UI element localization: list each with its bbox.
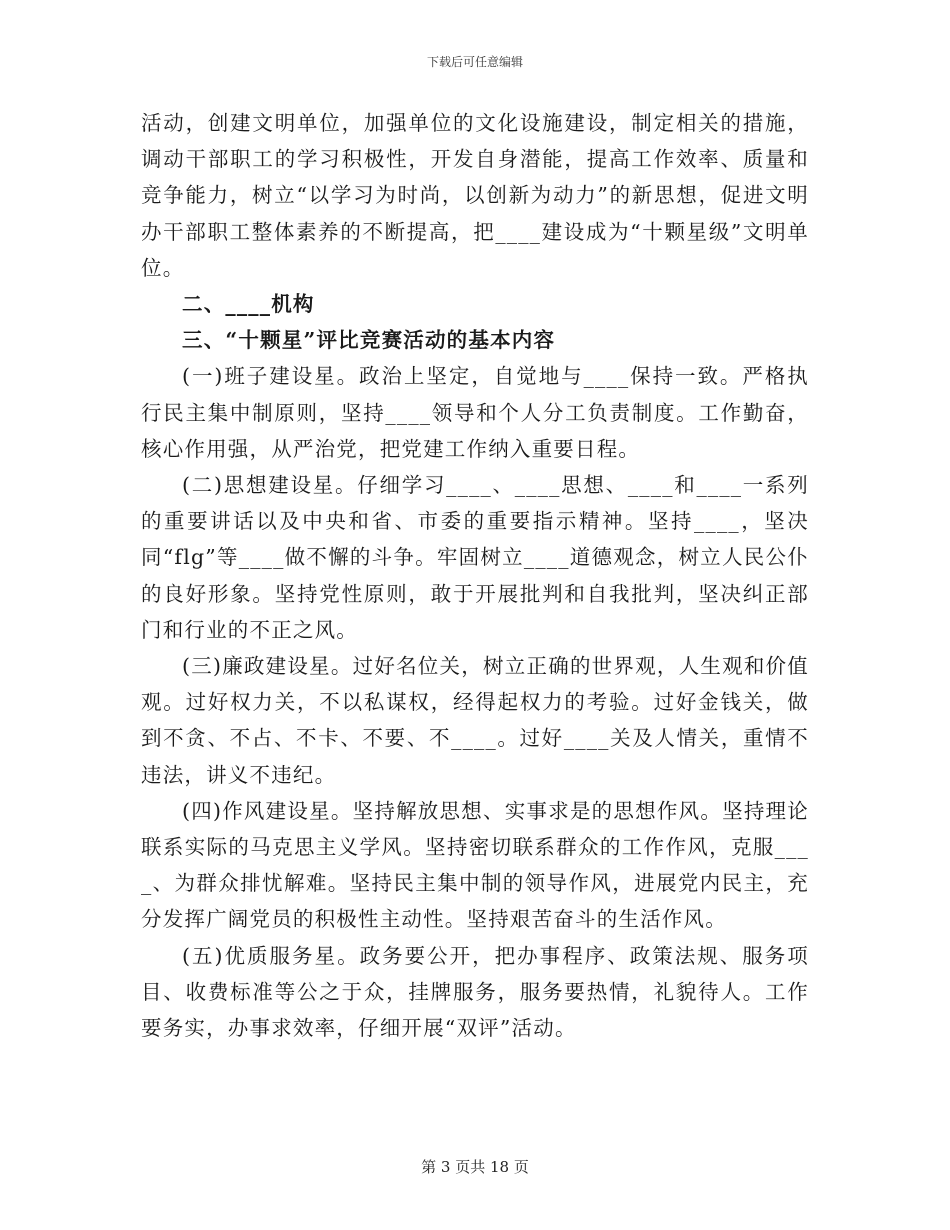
paragraph-continuation: 活动，创建文明单位，加强单位的文化设施建设，制定相关的措施，调动干部职工的学习积极性，开发自身潜能，提高工作效率、质量和竞争能力，树立“以学习为时尚，以创新为动力”的新思想，促进文明办干部职工整体素养的不断提高，把____建设成为“十颗星级”文明单位。 (141, 111, 809, 280)
section-heading-2: 二、____机构 (182, 292, 315, 317)
paragraph-style-building: (四)作风建设星。坚持解放思想、实事求是的思想作风。坚持理论联系实际的马克思主义学风。坚持密切联系群众的工作作风，克服____、为群众排忧解难。坚持民主集中制的领导作风，进展党内民主，充分发挥广阔党员的积极性主动性。坚持艰苦奋斗的生活作风。 (141, 798, 809, 932)
paragraph-ideology-building: (二)思想建设星。仔细学习____、____思想、____和____一系列的重要讲话以及中央和省、市委的重要指示精神。坚持____，坚决同“flg”等____做不懈的斗争。牢固树立____道德观念，树立人民公仆的良好形象。坚持党性原则，敢于开展批判和自我批判，坚决纠正部门和行业的不正之风。 (141, 473, 809, 642)
section-heading-3: 三、“十颗星”评比竞赛活动的基本内容 (182, 328, 556, 353)
document-body (141, 105, 809, 1046)
paragraph-integrity-building: (三)廉政建设星。过好名位关，树立正确的世界观，人生观和价值观。过好权力关，不以私谋权，经得起权力的考验。过好金钱关，做到不贪、不占、不卡、不要、不____。过好____关及人情关，重情不违法，讲义不违纪。 (141, 654, 809, 787)
page-header: 下载后可任意编辑 (426, 55, 523, 69)
page-number-footer: 第 3 页共 18 页 (421, 1158, 529, 1176)
paragraph-quality-service: (五)优质服务星。政务要公开，把办事程序、政策法规、服务项目、收费标准等公之于众，挂牌服务，服务要热情，礼貌待人。工作要务实，办事求效率，仔细开展“双评”活动。 (141, 943, 809, 1041)
paragraph-team-building: (一)班子建设星。政治上坚定，自觉地与____保持一致。严格执行民主集中制原则，坚持____领导和个人分工负责制度。工作勤奋，核心作用强，从严治党，把党建工作纳入重要日程。 (141, 364, 809, 461)
